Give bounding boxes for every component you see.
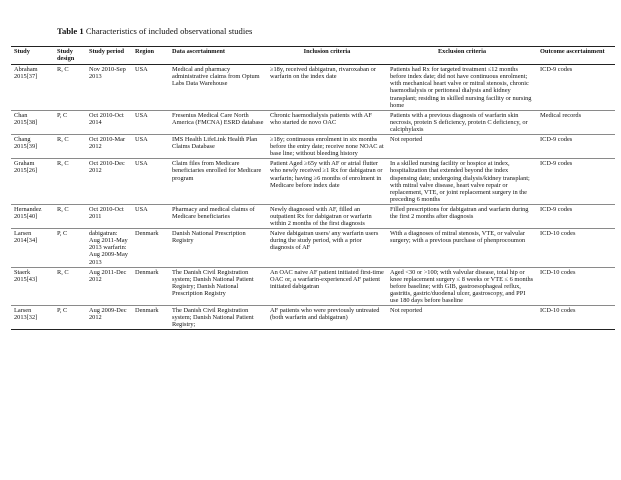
header-inclusion: Inclusion criteria [267, 47, 387, 65]
cell-inclusion: ≥18y, received dabigatran, rivaroxaban or warfarin on the index date [267, 65, 387, 111]
cell-exclusion: Patients with a previous diagnosis of warfarin skin necrosis, protein S deficiency, protein C deficiency, or calciphylaxis [387, 110, 537, 134]
cell-period: Aug 2011-Dec 2012 [86, 267, 132, 305]
table-row [11, 267, 615, 305]
cell-data-ascertainment: The Danish Civil Registration system; Danish National Patient Registry; [169, 306, 267, 330]
table-row [11, 306, 615, 330]
cell-period: Oct 2010-Dec 2012 [86, 159, 132, 205]
cell-inclusion: Newly diagnosed with AF, filled an outpatient Rx for dabigatran or warfarin within 2 months of the first diagnosis [267, 204, 387, 228]
cell-outcome: ICD-9 codes [537, 135, 615, 159]
cell-inclusion: AF patients who were previously untreated (both warfarin and dabigatran) [267, 306, 387, 330]
header-data-ascertainment: Data ascertainment [169, 47, 267, 65]
cell-design: R, C [54, 65, 86, 111]
cell-study: Abraham 2015[37] [11, 65, 54, 111]
header-region: Region [132, 47, 169, 65]
header-study: Study [11, 47, 54, 65]
cell-outcome: ICD-9 codes [537, 65, 615, 111]
header-design: Study design [54, 47, 86, 65]
cell-study: Hernandez 2015[40] [11, 204, 54, 228]
cell-design: R, C [54, 159, 86, 205]
cell-data-ascertainment: Danish National Prescription Registry [169, 229, 267, 267]
table-row [11, 135, 615, 159]
cell-region: Denmark [132, 267, 169, 305]
cell-study: Larsen 2013[32] [11, 306, 54, 330]
cell-region: USA [132, 65, 169, 111]
cell-period: Oct 2010-Mar 2012 [86, 135, 132, 159]
cell-outcome: ICD-10 codes [537, 306, 615, 330]
cell-inclusion: An OAC naive AF patient initiated first-time OAC or, a warfarin-experienced AF patient initiated dabigatran [267, 267, 387, 305]
table-title: Characteristics of included observational studies [85, 26, 253, 36]
cell-data-ascertainment: IMS Health LifeLink Health Plan Claims Database [169, 135, 267, 159]
cell-outcome: ICD-10 codes [537, 229, 615, 267]
header-exclusion: Exclusion criteria [387, 47, 537, 65]
table-row [11, 110, 615, 134]
cell-data-ascertainment: Pharmacy and medical claims of Medicare beneficiaries [169, 204, 267, 228]
cell-study: Staerk 2015[43] [11, 267, 54, 305]
cell-study: Larsen 2014[34] [11, 229, 54, 267]
cell-study: Chan 2015[38] [11, 110, 54, 134]
cell-inclusion: ≥18y; continuous enrolment in six months before the entry date; receive none NOAC at base line; without bleeding history [267, 135, 387, 159]
table-row [11, 229, 615, 267]
cell-period: Aug 2009-Dec 2012 [86, 306, 132, 330]
cell-exclusion: Not reported [387, 306, 537, 330]
table-row [11, 159, 615, 205]
cell-design: R, C [54, 135, 86, 159]
table-header-row [11, 47, 615, 65]
cell-period: Oct 2010-Oct 2014 [86, 110, 132, 134]
header-outcome: Outcome ascertainment [537, 47, 615, 65]
table-caption [57, 26, 252, 37]
header-period: Study period [86, 47, 132, 65]
cell-period: dabigatran: Aug 2011-May 2013 warfarin: Aug 2009-May 2013 [86, 229, 132, 267]
cell-data-ascertainment: Fresenius Medical Care North America (FMCNA) ESRD database [169, 110, 267, 134]
cell-region: USA [132, 110, 169, 134]
cell-inclusion: Naive dabigatran users/ any warfarin users during the study period, with a prior diagnosis of AF [267, 229, 387, 267]
cell-outcome: ICD-9 codes [537, 204, 615, 228]
cell-region: Denmark [132, 306, 169, 330]
cell-outcome: Medical records [537, 110, 615, 134]
table-label: Table 1 [57, 26, 84, 36]
cell-data-ascertainment: Medical and pharmacy administrative claims from Optum Labs Data Warehouse [169, 65, 267, 111]
cell-exclusion: Not reported [387, 135, 537, 159]
cell-exclusion: In a skilled nursing facility or hospice at index, hospitalization that extended beyond the index dispensing date; undergoing dialysis/kidney transplant; with mitral valve disease, heart valve repair or replacement, VTE, or joint replacement surgery in the preceding 6 months [387, 159, 537, 205]
cell-study: Graham 2015[26] [11, 159, 54, 205]
cell-study: Chang 2015[39] [11, 135, 54, 159]
cell-design: R, C [54, 204, 86, 228]
cell-exclusion: Patients had Rx for targeted treatment ≤12 months before index date; did not have continuous enrolment; with mechanical heart valve or mitral stenosis, chronic haemodialysis or peritoneal dialysis and kidney transplant; residing in skilled nursing facility or nursing home [387, 65, 537, 111]
table-row [11, 204, 615, 228]
table-row [11, 65, 615, 111]
cell-design: R, C [54, 267, 86, 305]
cell-period: Nov 2010-Sep 2013 [86, 65, 132, 111]
characteristics-table [11, 46, 615, 330]
cell-inclusion: Chronic haemodialysis patients with AF who started de novo OAC [267, 110, 387, 134]
cell-region: USA [132, 135, 169, 159]
cell-region: Denmark [132, 229, 169, 267]
cell-data-ascertainment: The Danish Civil Registration system; Danish National Patient Registry; Danish National Prescription Registry [169, 267, 267, 305]
cell-exclusion: Aged <30 or >100; with valvular disease, total hip or knee replacement surgery ≤ 8 weeks or VTE ≤ 6 months before baseline; with GIB, gastroesophageal reflux, gastritis, gastric/duodenal ulcer, gastroscopy, and PPI use 180 days before baseline [387, 267, 537, 305]
cell-exclusion: Filled prescriptions for dabigatran and warfarin during the first 2 months after diagnosis [387, 204, 537, 228]
cell-design: P, C [54, 306, 86, 330]
cell-inclusion: Patient Aged ≥65y with AF or atrial flutter who newly received ≥1 Rx for dabigatran or warfarin; having ≥6 months of enrolment in Medicare before index date [267, 159, 387, 205]
cell-outcome: ICD-10 codes [537, 267, 615, 305]
cell-outcome: ICD-9 codes [537, 159, 615, 205]
cell-design: P, C [54, 110, 86, 134]
cell-region: USA [132, 204, 169, 228]
cell-period: Oct 2010-Oct 2011 [86, 204, 132, 228]
cell-data-ascertainment: Claim files from Medicare beneficiaries enrolled for Medicare program [169, 159, 267, 205]
cell-exclusion: With a diagnoses of mitral stenosis, VTE, or valvular surgery; with a previous purchase of phenprocoumon [387, 229, 537, 267]
cell-region: USA [132, 159, 169, 205]
cell-design: P, C [54, 229, 86, 267]
